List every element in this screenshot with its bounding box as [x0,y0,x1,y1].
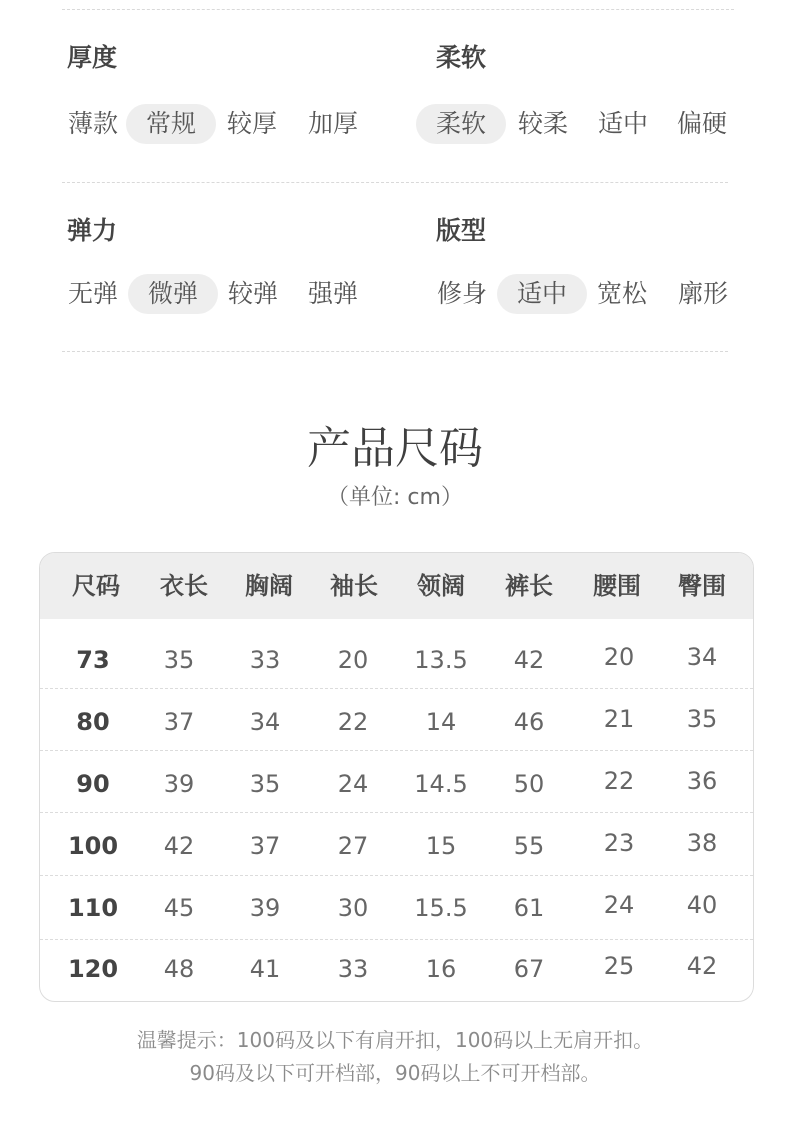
attr-title-fit: 版型 [436,216,487,245]
cell: 22 [337,708,369,736]
header-pants-length: 裤长 [505,572,553,600]
cell: 20 [337,646,369,674]
header-chest: 胸阔 [245,572,293,600]
cell: 20 [603,643,635,671]
cell: 37 [249,832,281,860]
size-table-header [40,553,753,619]
cell: 33 [337,955,369,983]
option-elasticity-0: 无弹 [67,279,118,308]
cell: 39 [249,894,281,922]
table-row [40,753,753,815]
option-softness-1: 较柔 [517,109,568,138]
option-fit-3: 廓形 [677,279,728,308]
cell: 38 [686,829,718,857]
option-elasticity-3: 强弹 [307,279,358,308]
divider-1 [62,182,728,183]
cell: 55 [513,832,545,860]
option-softness-3: 偏硬 [676,109,727,138]
header-hip: 臀围 [678,572,726,600]
cell: 34 [686,643,718,671]
cell: 48 [163,955,195,983]
cell-size: 90 [76,770,110,798]
cell: 24 [337,770,369,798]
note-line-2: 90码及以下可开档部，90码以上不可开档部。 [189,1061,601,1085]
cell: 40 [686,891,718,919]
cell: 14 [425,708,457,736]
table-row [40,629,753,691]
table-row [40,877,753,939]
cell: 22 [603,767,635,795]
option-thickness-1-selected: 常规 [126,104,216,144]
table-row [40,691,753,753]
option-thickness-3: 加厚 [307,109,358,138]
option-elasticity-2: 较弹 [227,279,278,308]
top-divider [62,9,734,10]
cell: 50 [513,770,545,798]
cell-size: 80 [76,708,110,736]
cell: 15.5 [414,894,468,922]
cell-size: 110 [67,894,119,922]
option-fit-2: 宽松 [596,279,647,308]
note-line-1: 温馨提示：100码及以下有肩开扣，100码以上无肩开扣。 [136,1028,654,1052]
cell: 61 [513,894,545,922]
cell-size: 100 [67,832,119,860]
cell: 14.5 [414,770,468,798]
table-row [40,815,753,877]
attr-title-elasticity: 弹力 [67,216,118,245]
option-elasticity-1-selected: 微弹 [128,274,218,314]
cell: 30 [337,894,369,922]
cell: 15 [425,832,457,860]
cell: 16 [425,955,457,983]
header-waist: 腰围 [593,572,641,600]
option-thickness-2: 较厚 [226,109,277,138]
cell: 21 [603,705,635,733]
size-chart-unit: （单位: cm） [327,485,463,510]
cell: 42 [513,646,545,674]
attr-title-softness: 柔软 [436,43,487,72]
divider-2 [62,351,728,352]
cell: 34 [249,708,281,736]
cell-size: 73 [76,646,110,674]
header-collar: 领阔 [417,572,465,600]
option-thickness-0: 薄款 [67,109,118,138]
attr-title-thickness: 厚度 [67,43,118,72]
cell: 39 [163,770,195,798]
option-fit-1-selected: 适中 [497,274,587,314]
size-chart-title: 产品尺码 [307,423,483,474]
cell: 23 [603,829,635,857]
cell: 33 [249,646,281,674]
cell: 27 [337,832,369,860]
header-length: 衣长 [160,572,208,600]
header-size: 尺码 [72,572,120,600]
option-fit-0: 修身 [436,279,487,308]
size-table [39,552,754,1002]
cell: 25 [603,952,635,980]
header-sleeve: 袖长 [330,572,378,600]
option-softness-0-selected: 柔软 [416,104,506,144]
option-softness-2: 适中 [597,109,648,138]
cell: 24 [603,891,635,919]
cell: 37 [163,708,195,736]
cell: 36 [686,767,718,795]
cell-size: 120 [67,955,119,983]
table-row [40,938,753,1000]
cell: 35 [686,705,718,733]
cell: 67 [513,955,545,983]
cell: 35 [249,770,281,798]
cell: 13.5 [414,646,468,674]
cell: 41 [249,955,281,983]
cell: 42 [163,832,195,860]
cell: 35 [163,646,195,674]
cell: 46 [513,708,545,736]
cell: 45 [163,894,195,922]
cell: 42 [686,952,718,980]
